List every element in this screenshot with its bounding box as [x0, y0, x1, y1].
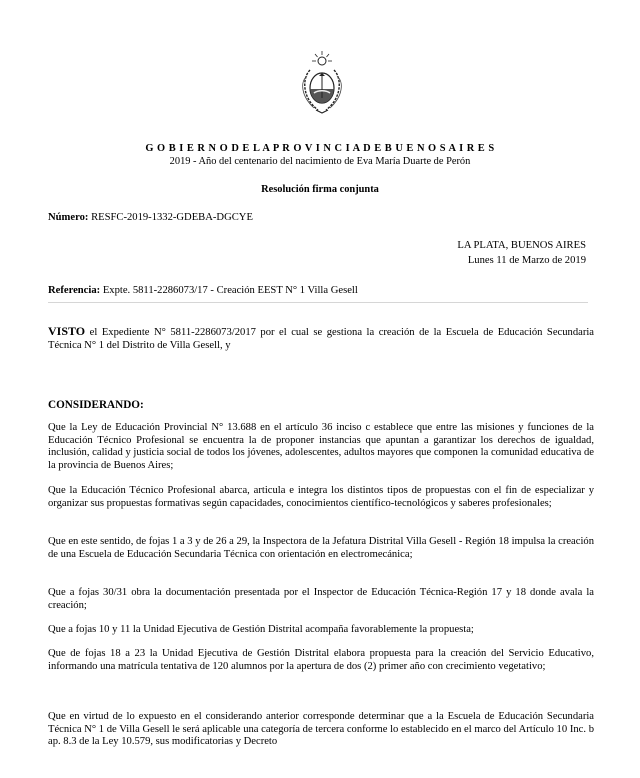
coat-of-arms-icon [296, 48, 348, 116]
paragraph: Que de fojas 18 a 23 la Unidad Ejecutiva de Gestión Distrital elabora propuesta para la creación del Servicio Educativo, informando una matrícula tentativa de 120 alumnos por la apertura de dos (2) primer año con crecimiento vegetativo; [48, 648, 594, 672]
number-value: RESFC-2019-1332-GDEBA-DGCYE [91, 212, 253, 223]
paragraph: Que la Educación Técnico Profesional abarca, articula e integra los distintos tipos de propuestas con el fin de especializar y organizar sus propuestas formativas según capacidades, conocimientos científico-tecnológicos y saberes profesionales; [48, 485, 594, 509]
considerando-heading: CONSIDERANDO: [48, 399, 144, 411]
reference [48, 285, 358, 298]
year-motto: 2019 - Año del centenario del nacimiento de Eva María Duarte de Perón [169, 156, 471, 167]
visto-text: el Expediente N° 5811-2286073/2017 por el cual se gestiona la creación de la Escuela de Educación Secundaria Técnica N° 1 del Distrito de Villa Gesell, y [48, 327, 594, 351]
divider [48, 302, 588, 303]
paragraph: Que en virtud de lo expuesto en el considerando anterior corresponde determinar que a la Escuela de Educación Secundaria Técnica N° 1 de Villa Gesell le será aplicable una categoría de tercera conforme lo establecido en el marco del Artículo 10 Inc. b ap. 8.3 de la Ley 10.579, sus modificatorias y Decreto [48, 711, 594, 748]
government-header: G O B I E R N O D E L A P R O V I N C I A D E B U E N O S A I R E S [145, 143, 495, 154]
place: LA PLATA, BUENOS AIRES [457, 240, 586, 251]
paragraph: Que a fojas 10 y 11 la Unidad Ejecutiva de Gestión Distrital acompaña favorablemente la propuesta; [48, 624, 474, 635]
document-date: Lunes 11 de Marzo de 2019 [467, 255, 586, 266]
reference-label: Referencia: [48, 285, 101, 296]
paragraph: Que en este sentido, de fojas 1 a 3 y de 26 a 29, la Inspectora de la Jefatura Distrital Villa Gesell - Región 18 impulsa la creación de una Escuela de Educación Secundaria Técnica con orientación en electromecánica; [48, 536, 594, 560]
document-title: Resolución firma conjunta [261, 184, 379, 195]
paragraph: Que a fojas 30/31 obra la documentación presentada por el Inspector de Educación Técnica-Región 17 y 18 donde avala la creación; [48, 587, 594, 611]
visto-paragraph [48, 325, 594, 352]
number-label: Número: [48, 212, 89, 223]
paragraph: Que la Ley de Educación Provincial N° 13.688 en el artículo 36 inciso c establece que entre las misiones y funciones de la Educación Técnico Profesional se encuentra la de proponer instancias que apuntan a garantizar los derechos de igualdad, inclusión, calidad y justicia social de todos los jóvenes, adolescentes, adultos mayores que componen la comunidad educativa de la provincia de Buenos Aires; [48, 422, 594, 471]
reference-value: Expte. 5811-2286073/17 - Creación EEST N° 1 Villa Gesell [102, 285, 358, 296]
visto-word: VISTO [48, 324, 86, 338]
document-number [48, 212, 253, 225]
